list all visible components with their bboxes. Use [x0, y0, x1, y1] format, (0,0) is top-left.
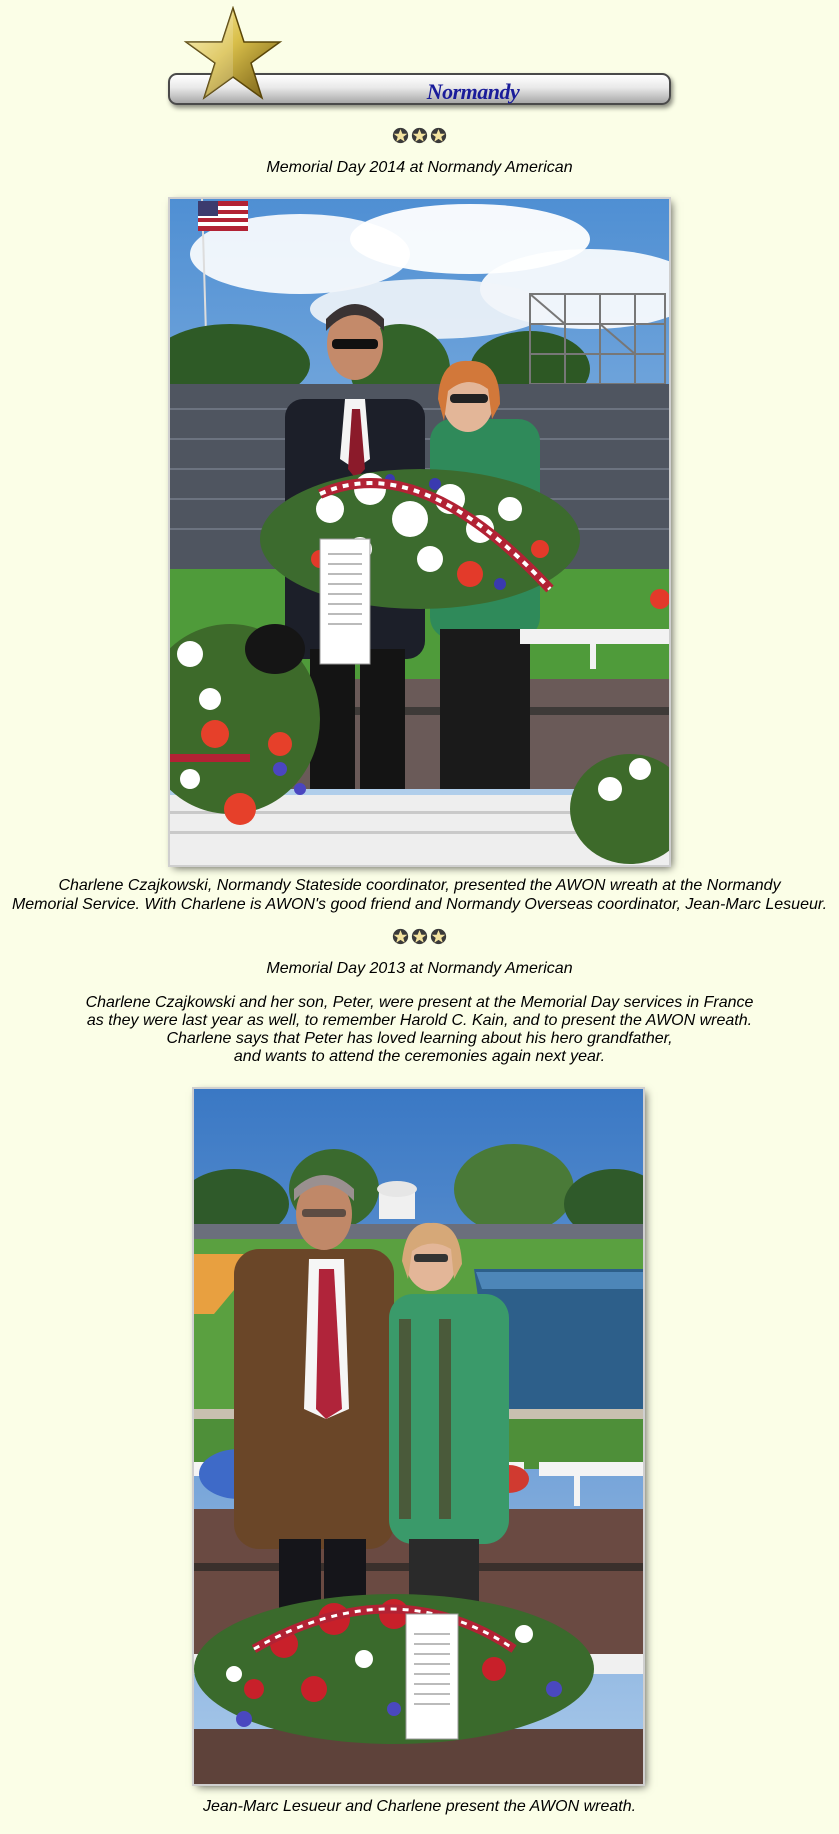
page-header — [168, 0, 673, 110]
star-icon — [411, 127, 428, 144]
star-icon — [430, 928, 447, 945]
caption-2014-line2: Memorial Service. With Charlene is AWON's good friend and Normandy Overseas coordinator, Jean-Marc Lesueur. — [11, 896, 828, 913]
star-icon — [430, 127, 447, 144]
paragraph-2013-line3: Charlene says that Peter has loved learning about his hero grandfather, — [166, 1030, 673, 1047]
three-stars-divider — [0, 127, 839, 144]
caption-2014-line1: Charlene Czajkowski, Normandy Stateside coordinator, presented the AWON wreath at the Normandy — [58, 877, 781, 894]
star-icon — [411, 928, 428, 945]
gold-star-icon — [183, 6, 283, 104]
paragraph-2013-line1: Charlene Czajkowski and her son, Peter, were present at the Memorial Day services in France — [85, 994, 754, 1011]
section-heading-2014: Memorial Day 2014 at Normandy American — [266, 159, 573, 176]
section-heading-2013: Memorial Day 2013 at Normandy American — [266, 960, 573, 977]
caption-2013: Jean-Marc Lesueur and Charlene present the AWON wreath. — [202, 1798, 637, 1815]
star-icon — [392, 928, 409, 945]
paragraph-2013-line2: as they were last year as well, to remember Harold C. Kain, and to present the AWON wreath. — [86, 1012, 753, 1029]
photo-memorial-day-2013 — [194, 1089, 643, 1784]
three-stars-divider — [0, 928, 839, 945]
page-title: Normandy — [426, 79, 520, 104]
paragraph-2013-line4: and wants to attend the ceremonies again next year. — [233, 1048, 606, 1065]
photo-memorial-day-2014 — [170, 199, 669, 865]
star-icon — [392, 127, 409, 144]
